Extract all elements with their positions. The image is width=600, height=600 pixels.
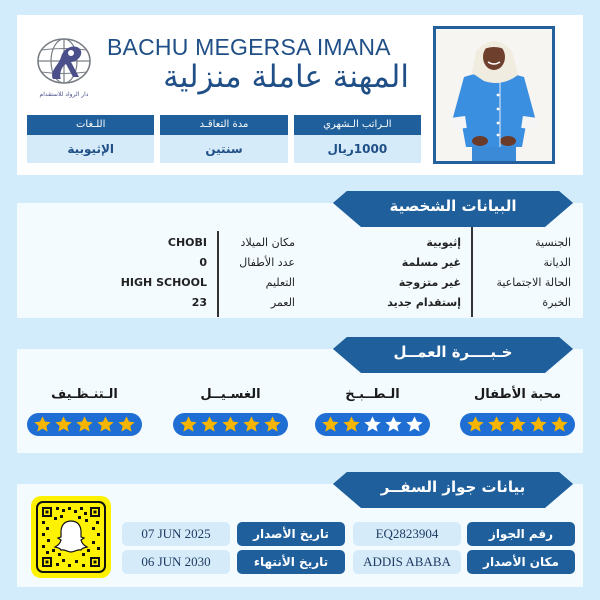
work-experience-title: خـبــــرة العمــل: [393, 343, 513, 361]
languages-label: اللـغات: [27, 115, 154, 135]
personal-right-labels: [481, 233, 571, 313]
nationality-label: الجنسية: [535, 236, 571, 249]
salary-value: 1000ريال: [294, 135, 421, 163]
skill-childcare-rating: [460, 413, 575, 436]
skill-laundry-label: الغسـيــل: [200, 387, 261, 402]
star-empty-icon: [384, 415, 403, 434]
work-experience-ribbon: [333, 337, 573, 373]
children-count-label: عدد الأطفال: [239, 256, 295, 269]
issue-place-value: ADDIS ABABA: [353, 550, 461, 574]
star-filled-icon: [179, 415, 198, 434]
languages-value: الإثيوبية: [27, 135, 154, 163]
skill-cleaning-rating: [27, 413, 142, 436]
age-value: 23: [191, 296, 207, 309]
star-filled-icon: [550, 415, 569, 434]
passport-number-label: رقم الجواز: [467, 522, 575, 546]
issue-place-label: مكان الأصدار: [467, 550, 575, 574]
star-filled-icon: [54, 415, 73, 434]
birthplace-value: CHOBI: [167, 236, 207, 249]
contract-duration-value: سنتين: [160, 135, 287, 163]
candidate-name: BACHU MEGERSA IMANA: [107, 34, 391, 60]
star-filled-icon: [75, 415, 94, 434]
star-filled-icon: [342, 415, 361, 434]
personal-data-ribbon: [333, 191, 573, 227]
skill-cleaning: [27, 387, 142, 436]
header-card: [17, 15, 583, 175]
star-filled-icon: [529, 415, 548, 434]
candidate-photo: [433, 26, 555, 164]
religion-value: غير مسلمة: [401, 256, 461, 269]
logo-caption: دار الرواد للاستقدام: [39, 91, 89, 98]
children-count-value: 0: [199, 256, 207, 269]
star-filled-icon: [117, 415, 136, 434]
contract-info-grid: [27, 115, 421, 165]
snapchat-qr-code-icon: [38, 503, 104, 571]
star-filled-icon: [508, 415, 527, 434]
passport-ribbon: [333, 472, 573, 508]
star-filled-icon: [33, 415, 52, 434]
salary-label: الـراتب الـشهري: [294, 115, 421, 135]
marital-status-value: غير متزوجة: [398, 276, 461, 289]
issue-date-value: 07 JUN 2025: [122, 522, 230, 546]
skill-childcare-label: محبة الأطفال: [473, 387, 562, 402]
experience-label: الخبرة: [542, 296, 571, 309]
skill-childcare: [460, 387, 575, 436]
personal-left-values: [97, 233, 207, 313]
expiry-date-value: 06 JUN 2030: [122, 550, 230, 574]
star-filled-icon: [221, 415, 240, 434]
passport-number-value: EQ2823904: [353, 522, 461, 546]
marital-status-label: الحالة الاجتماعية: [496, 276, 571, 289]
star-filled-icon: [263, 415, 282, 434]
star-filled-icon: [466, 415, 485, 434]
personal-right-values: [341, 233, 461, 313]
profession-title: المهنة عاملة منزلية: [163, 59, 409, 95]
religion-label: الديانة: [543, 256, 571, 269]
age-label: العمر: [270, 296, 295, 309]
company-logo: [31, 35, 97, 105]
languages-cell: [27, 115, 154, 165]
passport-title: بيانات جواز السفــر: [380, 478, 526, 496]
person-photo-icon: [436, 29, 552, 161]
skill-laundry-rating: [173, 413, 288, 436]
snapchat-qr-code[interactable]: [31, 496, 111, 578]
birthplace-label: مكان الميلاد: [240, 236, 295, 249]
left-column-divider: [217, 231, 219, 317]
star-empty-icon: [405, 415, 424, 434]
contract-duration-cell: [160, 115, 287, 165]
issue-date-label: تاريخ الأصدار: [237, 522, 345, 546]
personal-data-title: البيانات الشخصية: [389, 197, 517, 215]
star-empty-icon: [363, 415, 382, 434]
skill-laundry: [173, 387, 288, 436]
experience-value: إستقدام جديد: [387, 296, 461, 309]
education-label: التعليم: [265, 276, 295, 289]
salary-cell: [294, 115, 421, 165]
contract-duration-label: مدة التعاقـد: [160, 115, 287, 135]
nationality-value: إثيوبية: [426, 236, 461, 249]
globe-r-logo-icon: [31, 35, 97, 91]
education-value: HIGH SCHOOL: [120, 276, 207, 289]
skill-cleaning-label: الـتنـظـيف: [51, 387, 118, 402]
skill-cooking-label: الـطــبـخ: [345, 387, 400, 402]
star-filled-icon: [96, 415, 115, 434]
skill-cooking-rating: [315, 413, 430, 436]
expiry-date-label: تاريخ الأنتهاء: [237, 550, 345, 574]
personal-left-labels: [225, 233, 295, 313]
star-filled-icon: [242, 415, 261, 434]
star-filled-icon: [487, 415, 506, 434]
star-filled-icon: [321, 415, 340, 434]
skill-cooking: [315, 387, 430, 436]
star-filled-icon: [200, 415, 219, 434]
